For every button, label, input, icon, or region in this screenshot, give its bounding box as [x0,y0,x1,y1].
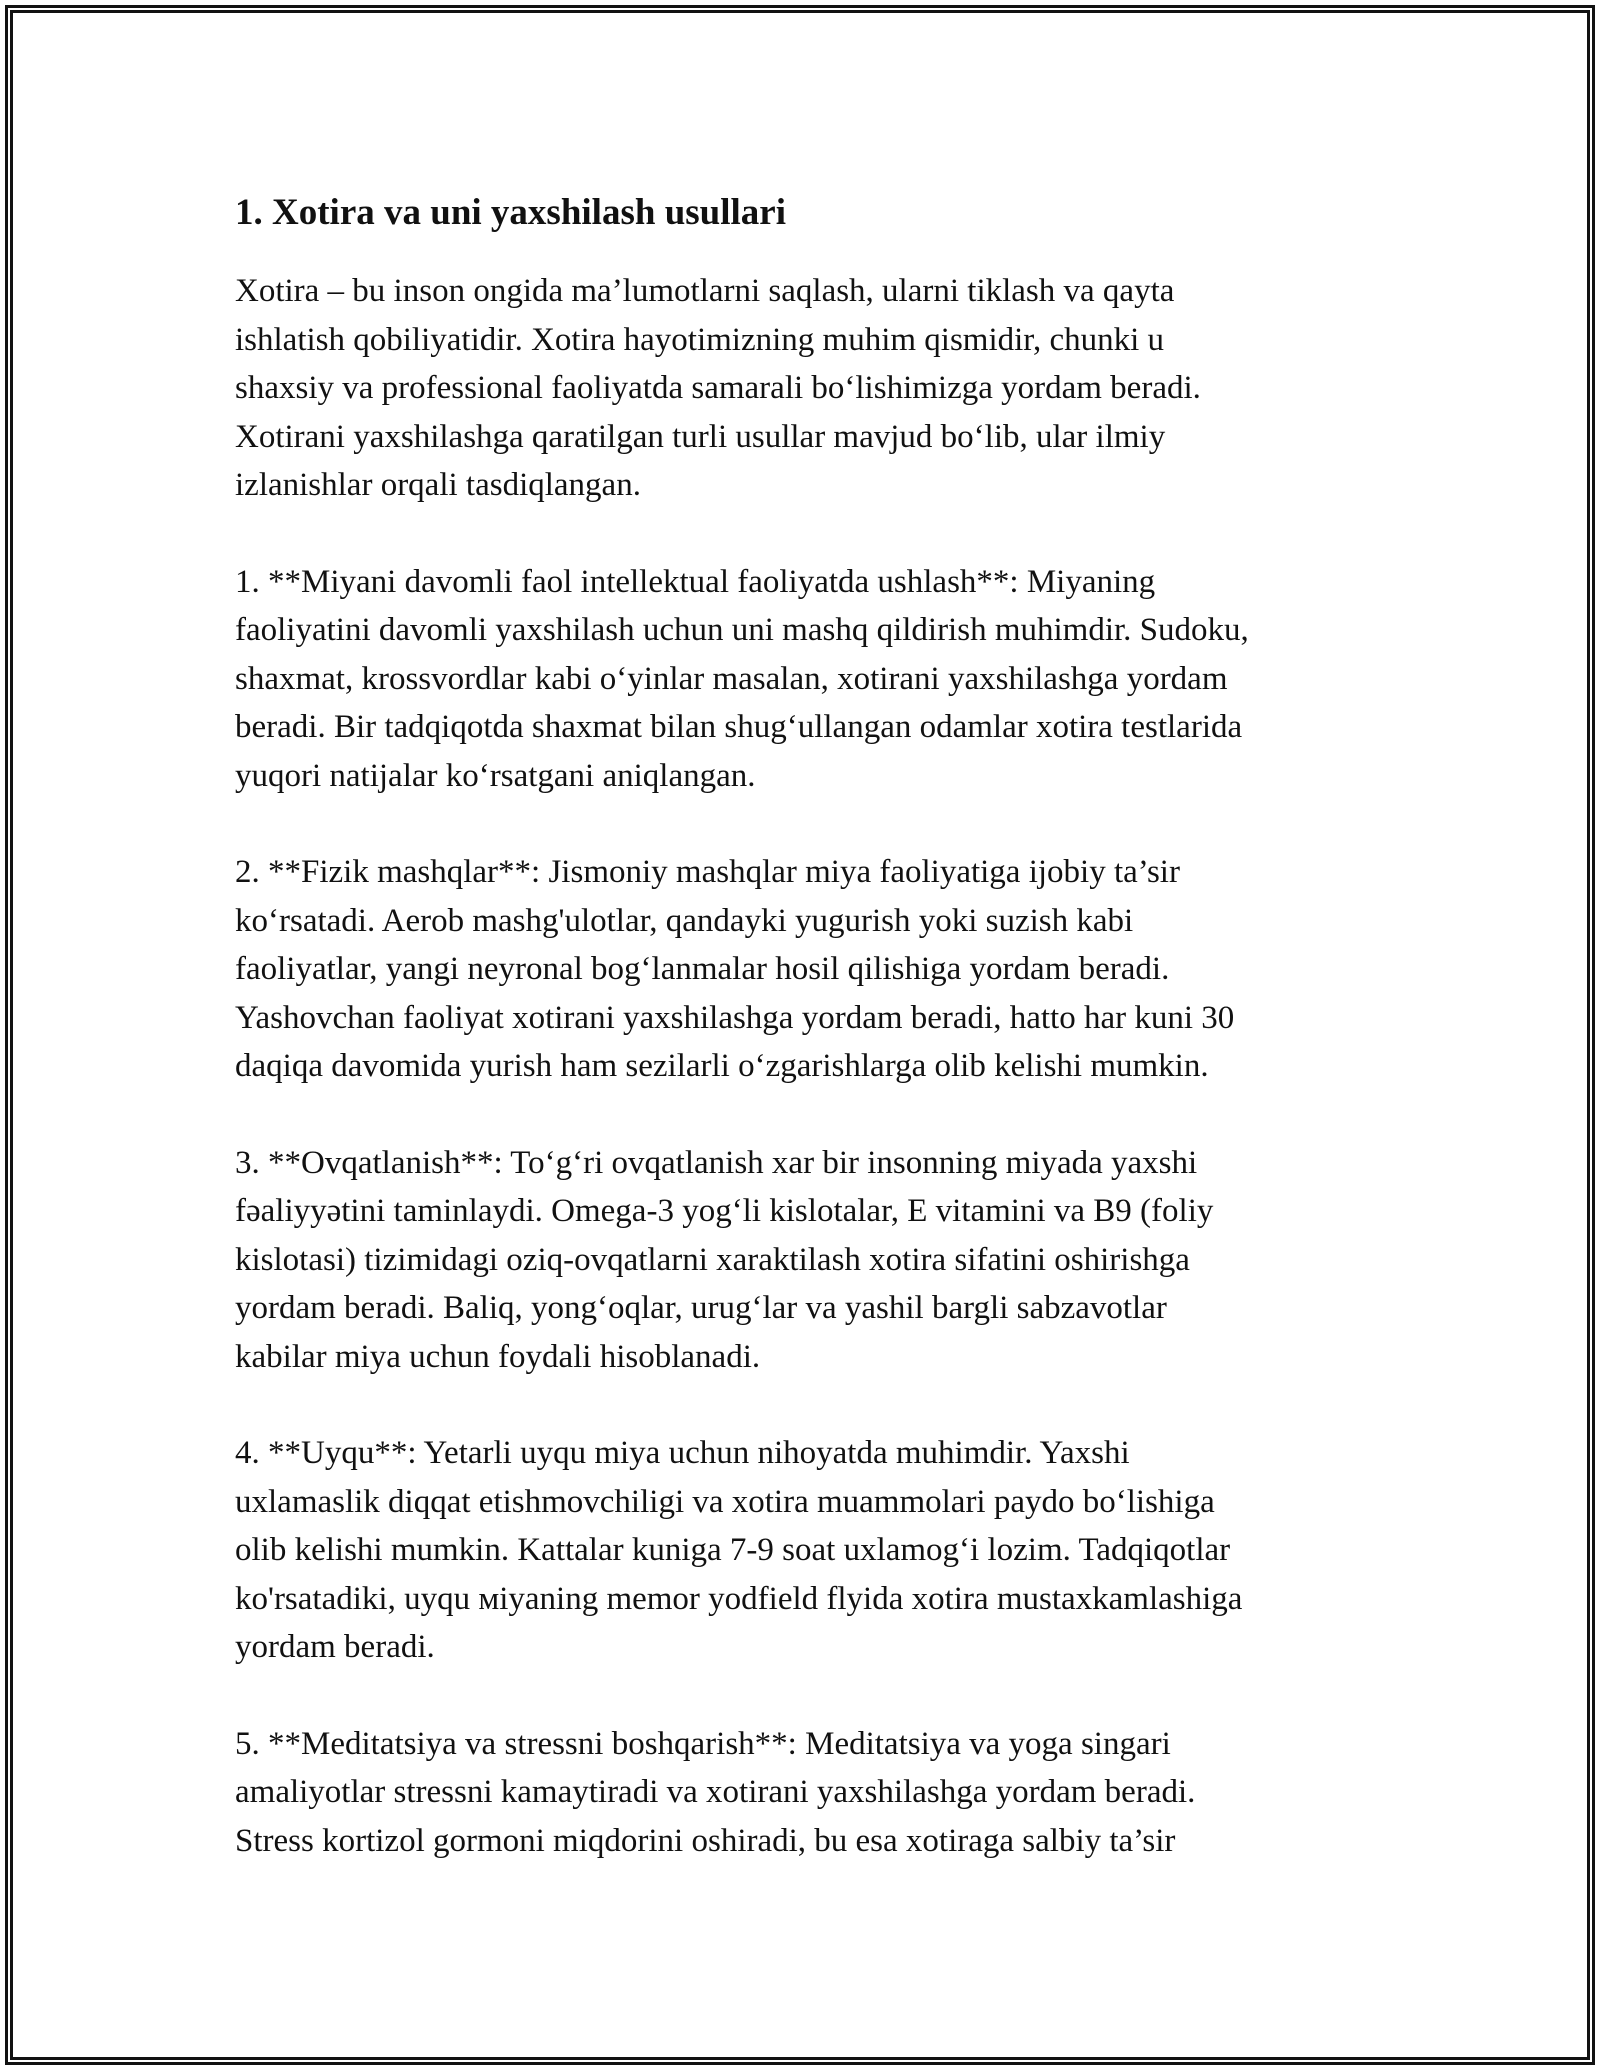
paragraph-line: shaxmat, krossvordlar kabi o‘yinlar masalan, xotirani yaxshilashga yordam [235,660,1228,697]
paragraph-line: yordam beradi. Baliq, yong‘oqlar, urug‘lar va yashil bargli sabzavotlar [235,1290,1167,1326]
paragraph-line: izlanishlar orqali tasdiqlangan. [235,467,641,503]
paragraph-line: daqiqa davomida yurish ham sezilarli o‘zgarishlarga olib kelishi mumkin. [235,1048,1209,1084]
paragraph-line: uxlamaslik diqqat etishmovchiligi va xotira muammolari paydo bo‘lishiga [235,1483,1215,1520]
paragraph-line: fəaliyyətini taminlaydi. Omega-3 yog‘li kislotalar, E vitamini va B9 (foliy [235,1193,1214,1229]
list-item-nutrition [235,1139,1395,1382]
paragraph-line: olib kelishi mumkin. Kattalar kuniga 7-9 soat uxlamog‘i lozim. Tadqiqotlar [235,1532,1231,1568]
paragraph-line: Stress kortizol gormoni miqdorini oshiradi, bu esa xotiraga salbiy ta’sir [235,1822,1176,1859]
paragraph-line: yordam beradi. [235,1629,435,1665]
paragraph-line: Yashovchan faoliyat xotirani yaxshilashga yordam beradi, hatto har kuni 30 [235,999,1235,1036]
paragraph-line: ishlatish qobiliyatidir. Xotira hayotimizning muhim qismidir, chunki u [235,321,1165,358]
list-item-meditation [235,1720,1395,1866]
paragraph-line: beradi. Bir tadqiqotda shaxmat bilan shug‘ullangan odamlar xotira testlarida [235,709,1243,745]
list-item-physical-exercise [235,848,1395,1091]
paragraph-line: faoliyatini davomli yaxshilash uchun uni mashq qildirish muhimdir. Sudoku, [235,612,1249,648]
paragraph-line: 1. **Miyani davomli faol intellektual faoliyatda ushlash**: Miyaning [235,563,1156,600]
paragraph-line: kabilar miya uchun foydali hisoblanadi. [235,1338,761,1375]
list-item-sleep [235,1429,1395,1672]
paragraph-line: 2. **Fizik mashqlar**: Jismoniy mashqlar miya faoliyatiga ijobiy ta’sir [235,854,1180,890]
paragraph-line: Xotirani yaxshilashga qaratilgan turli usullar mavjud bo‘lib, ular ilmiy [235,418,1166,455]
paragraph-line: 3. **Ovqatlanish**: To‘g‘ri ovqatlanish xar bir insonning miyada yaxshi [235,1144,1198,1181]
document-title: 1. Xotira va uni yaxshilash usullari [235,192,787,233]
paragraph-line: Xotira – bu inson ongida ma’lumotlarni saqlash, ularni tiklash va qayta [235,273,1175,309]
paragraph-line: kislotasi) tizimidagi oziq-ovqatlarni xaraktilash xotira sifatini oshirishga [235,1241,1190,1278]
list-item-intellectual-activity [235,558,1395,801]
paragraph-line: ko‘rsatadi. Aerob mashg'ulotlar, qandayki yugurish yoki suzish kabi [235,902,1134,939]
paragraph-line: faoliyatlar, yangi neyronal bog‘lanmalar hosil qilishiga yordam beradi. [235,951,1170,987]
paragraph-line: 5. **Meditatsiya va stressni boshqarish**: Meditatsiya va yoga singari [235,1725,1171,1762]
paragraph-line: shaxsiy va professional faoliyatda samarali bo‘lishimizga yordam beradi. [235,370,1201,406]
intro-paragraph [235,267,1395,510]
document-body [235,185,1395,1913]
paragraph-line: yuqori natijalar ko‘rsatgani aniqlangan. [235,757,756,794]
paragraph-line: amaliyotlar stressni kamaytiradi va xotirani yaxshilashga yordam beradi. [235,1774,1196,1810]
paragraph-line: ko'rsatadiki, uyqu мiyaning memor yodfield flyida xotira mustaxkamlashiga [235,1580,1243,1617]
paragraph-line: 4. **Uyqu**: Yetarli uyqu miya uchun nihoyatda muhimdir. Yaxshi [235,1435,1130,1471]
